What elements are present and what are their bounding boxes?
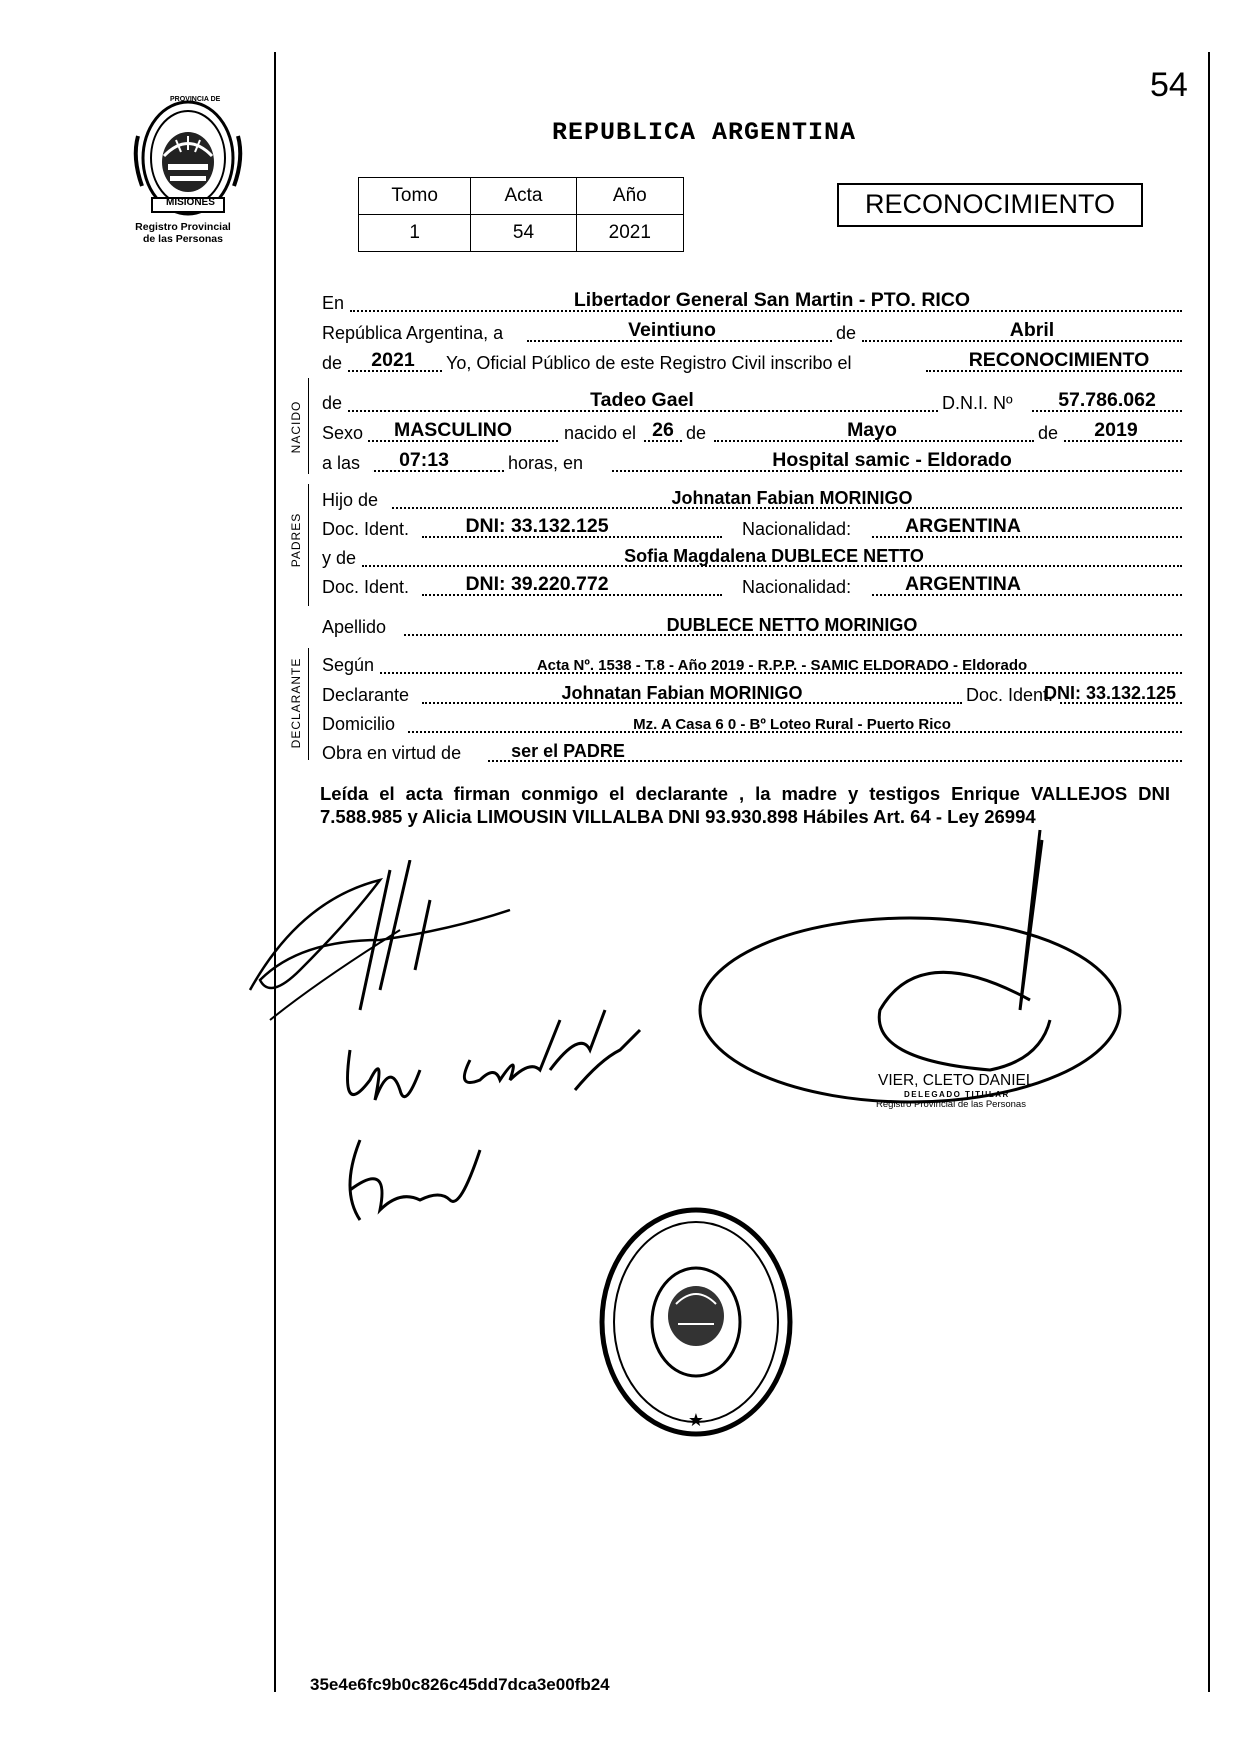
nacido-section-label: NACIDO [289,400,303,454]
apellido-label: Apellido [322,617,387,637]
row-ano [322,350,1182,374]
republica-label: República Argentina, a [322,323,504,343]
father-doc-label: Doc. Ident. [322,519,410,539]
right-margin-line [1208,52,1210,1692]
padres-section-label: PADRES [289,512,303,568]
official-office: Registro Provincial de las Personas [876,1099,1026,1110]
father-value: Johnatan Fabian MORINIGO [671,488,913,508]
ano-header: Año [576,178,683,215]
seal-text-top: PROVINCIA DE [170,96,221,103]
de-label-birth: de [686,423,707,443]
row-padre-doc [322,516,1182,540]
inscribo-value: RECONOCIMIENTO [968,349,1150,371]
de-label-year: de [322,353,343,373]
mother-nat: ARGENTINA [905,573,1021,595]
month-value: Abril [1009,319,1055,341]
svg-text:★: ★ [687,1410,705,1430]
segun-label: Según [322,655,375,675]
father-doc: DNI: 33.132.125 [465,515,609,537]
de-label: de [836,323,857,343]
declarante-doc-label: Doc. Ident. [966,685,1054,705]
birth-month: Mayo [847,419,897,441]
acta-value: 54 [471,215,576,252]
dni-label: D.N.I. Nº [942,393,1013,413]
legal-text: Leída el acta firman conmigo el declarante , la madre y testigos Enrique VALLEJOS DNI 7.588.985 y Alicia LIMOUSIN VILLALBA DNI 93.930.898 Hábiles Art. 64 - Ley 26994 [320,783,1170,827]
year-value: 2021 [371,349,415,371]
birth-year: 2019 [1094,419,1138,441]
row-nombre [322,390,1182,414]
signature-madre-icon [330,990,660,1120]
mother-nat-label: Nacionalidad: [742,577,852,597]
row-obra [322,740,1182,764]
day-value: Veintiuno [628,319,716,341]
ano-value: 2021 [576,215,683,252]
declarante-label: Declarante [322,685,410,705]
domicilio-label: Domicilio [322,714,396,734]
row-en [322,290,1182,314]
birth-day: 26 [652,419,674,441]
official-name: VIER, CLETO DANIEL [878,1072,1035,1089]
dni-value: 57.786.062 [1058,389,1156,411]
registry-stamp [596,1204,796,1440]
en-value: Libertador General San Martin - PTO. RICO [573,289,971,311]
father-nat-label: Nacionalidad: [742,519,852,539]
declarante-value: Johnatan Fabian MORINIGO [561,683,803,703]
row-hora [322,450,1182,474]
mother-doc: DNI: 39.220.772 [465,573,609,595]
row-madre-doc [322,574,1182,598]
logo-caption-line1: Registro Provincial [135,221,231,233]
page-number: 54 [1150,66,1188,104]
a-las-label: a las [322,453,361,473]
declarante-doc: DNI: 33.132.125 [1043,683,1177,703]
oficial-text: Yo, Oficial Público de este Registro Civil inscribo el [446,353,852,373]
de-nombre-label: de [322,393,343,413]
record-table [358,177,684,252]
declarante-bracket [308,648,313,760]
mother-value: Sofia Magdalena DUBLECE NETTO [624,546,924,566]
segun-value: Acta Nº. 1538 - T.8 - Año 2019 - R.P.P. - SAMIC ELDORADO - Eldorado [536,657,1028,674]
hijo-de-label: Hijo de [322,490,379,510]
row-fecha [322,320,1182,344]
provincial-logo [118,96,258,216]
row-domicilio [322,711,1182,735]
official-block [878,1072,1098,1110]
y-de-label: y de [322,548,357,568]
obra-value: ser el PADRE [511,741,625,761]
nombre-value: Tadeo Gael [590,389,694,411]
document-hash: 35e4e6fc9b0c826c45dd7dca3e00fb24 [310,1675,610,1694]
tomo-value: 1 [359,215,471,252]
father-nat: ARGENTINA [905,515,1021,537]
signature-testigo-icon [330,1130,500,1240]
nacido-bracket [308,378,313,474]
hour-value: 07:13 [399,449,449,471]
tomo-header: Tomo [359,178,471,215]
registry-stamp-icon [596,1204,796,1440]
declarante-section-label: DECLARANTE [289,657,303,749]
signature-oficial-icon [690,820,1130,1110]
row-segun [322,652,1182,676]
row-apellido [322,614,1182,638]
en-label: En [322,293,345,313]
sexo-label: Sexo [322,423,364,443]
domicilio-value: Mz. A Casa 6 0 - Bº Loteo Rural - Puerto Rico [633,716,951,733]
logo-caption [113,221,253,245]
row-sexo [322,420,1182,444]
sexo-value: MASCULINO [393,419,513,441]
padres-bracket [308,484,313,606]
de-label-birth-year: de [1038,423,1059,443]
apellido-value: DUBLECE NETTO MORINIGO [666,615,918,635]
document-title: REPUBLICA ARGENTINA [552,118,857,147]
nacido-el-label: nacido el [564,423,637,443]
row-madre [322,545,1182,569]
seal-text-bottom: MISIONES [166,197,215,208]
row-declarante [322,682,1182,706]
row-padre [322,487,1182,511]
horas-en-label: horas, en [508,453,584,473]
official-title: DELEGADO TITULAR [904,1090,1010,1099]
place-value: Hospital samic - Eldorado [772,449,1012,471]
obra-label: Obra en virtud de [322,743,462,763]
logo-caption-line2: de las Personas [143,233,223,245]
record-type-box: RECONOCIMIENTO [837,183,1143,227]
acta-header: Acta [471,178,576,215]
mother-doc-label: Doc. Ident. [322,577,410,597]
